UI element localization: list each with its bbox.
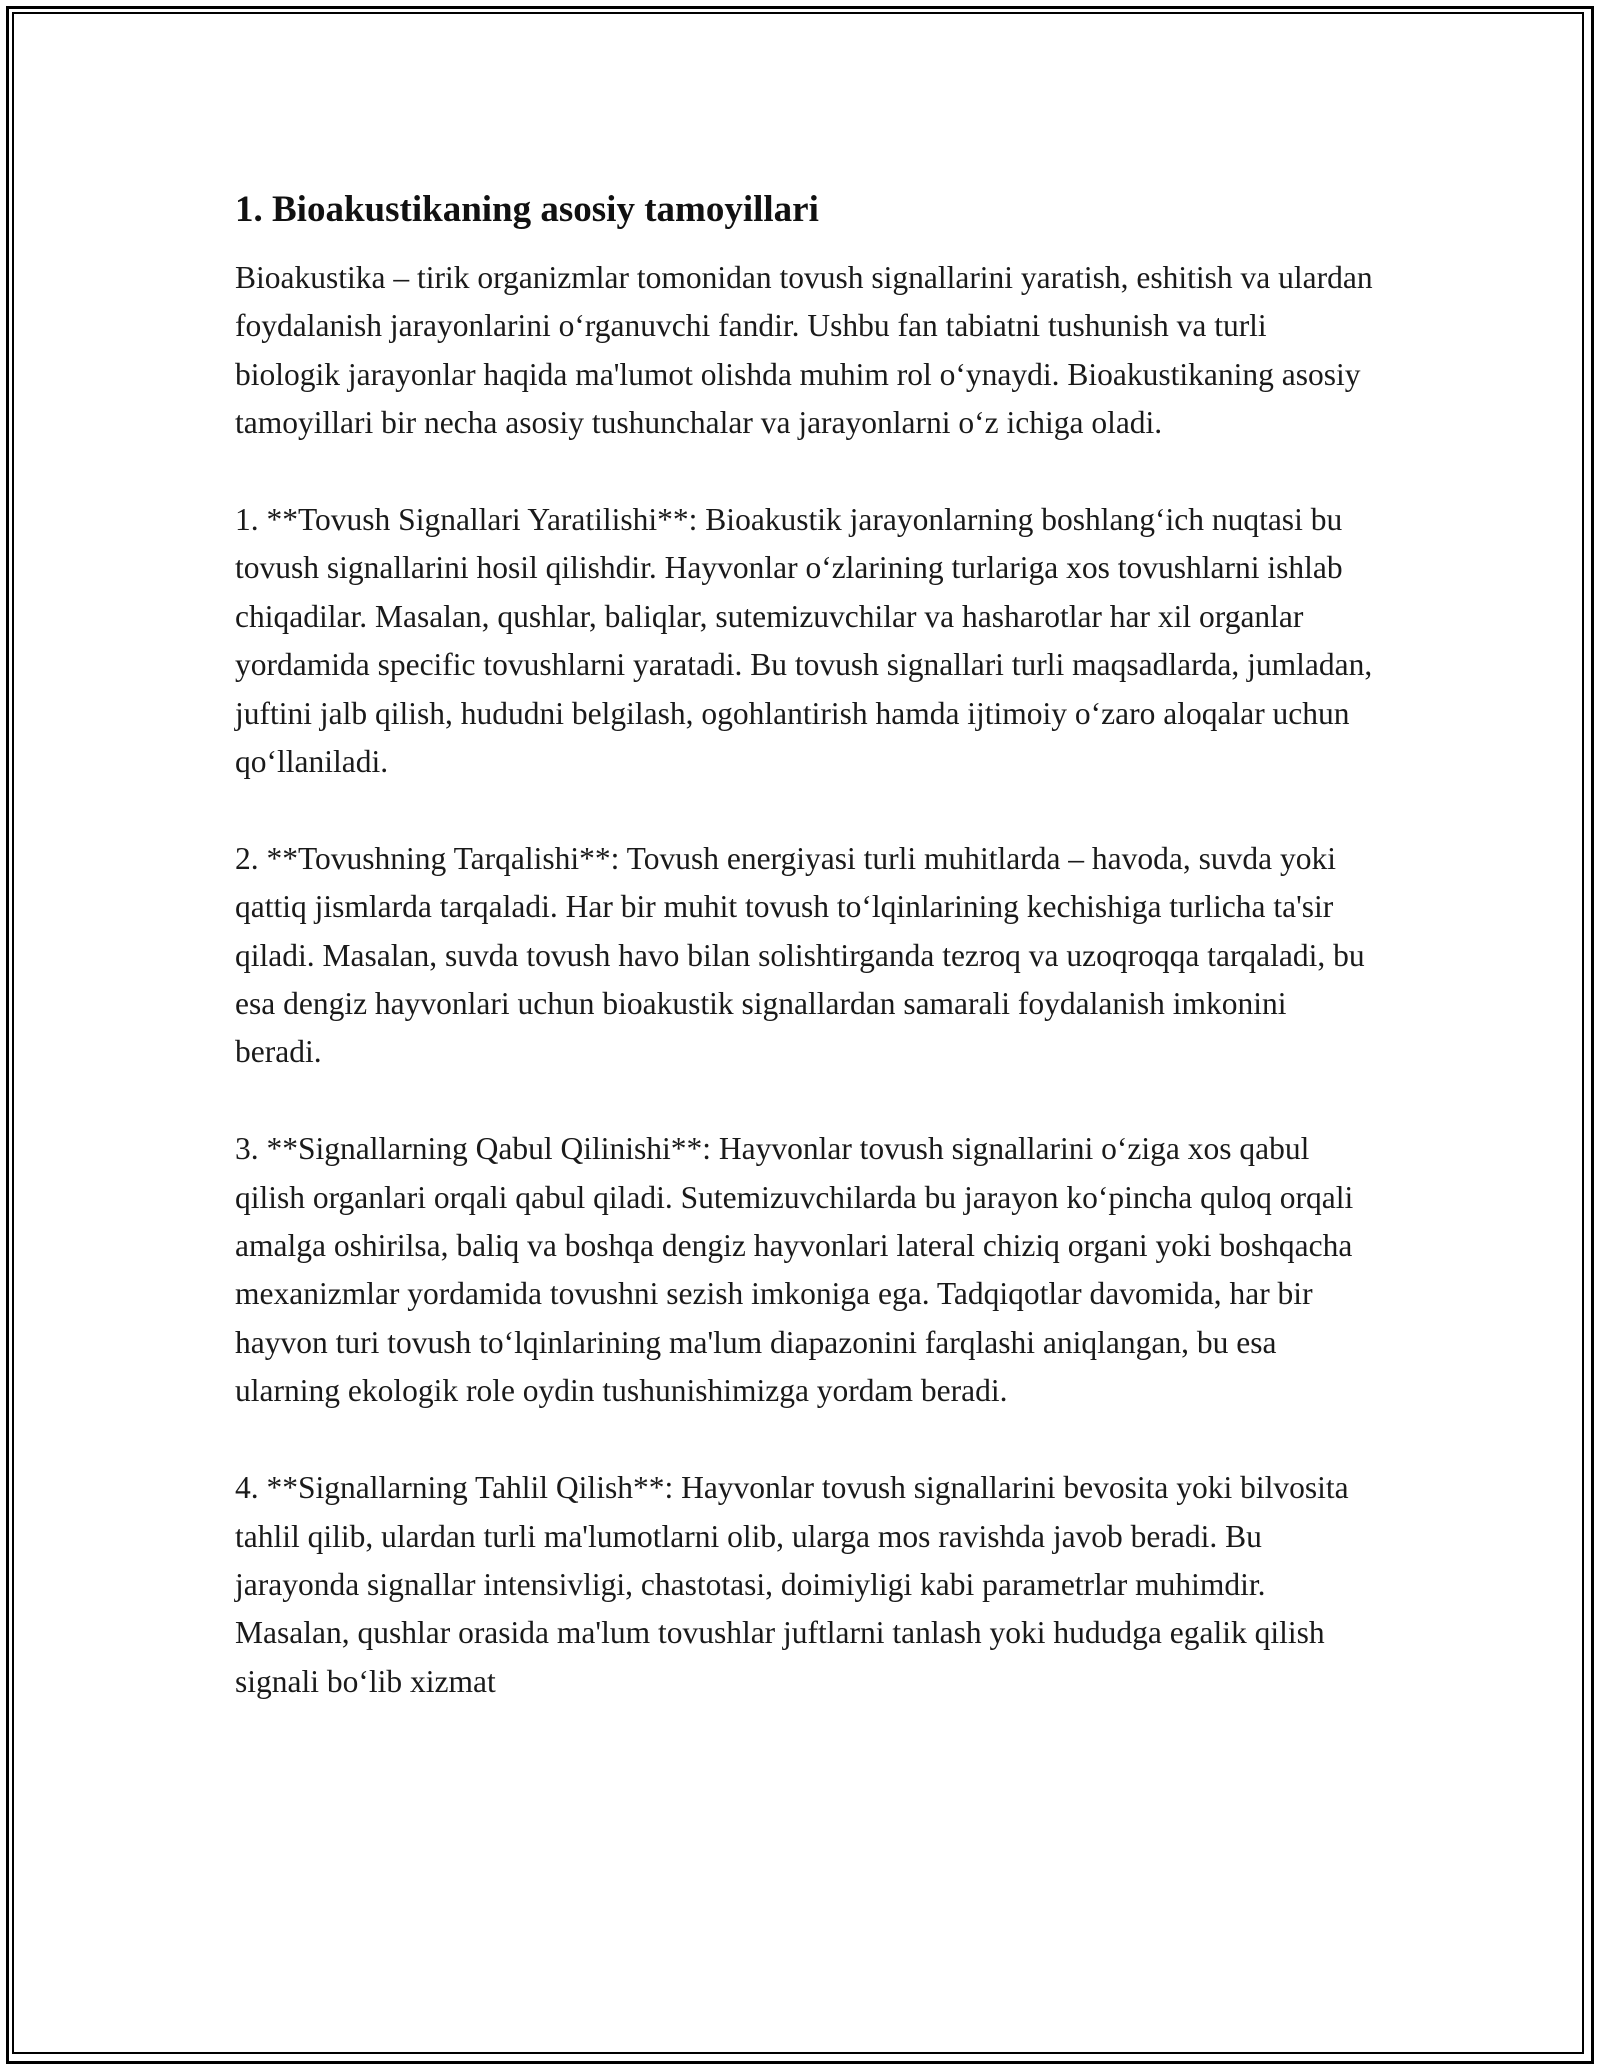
- paragraph-signal-analysis: 4. **Signallarning Tahlil Qilish**: Hayvonlar tovush signallarini bevosita yoki bilvosita tahlil qilib, ulardan turli ma'lumotlarni olib, ularga mos ravishda javob beradi. Bu jarayonda signallar intensivligi, chastotasi, doimiyligi kabi parametrlar muhimdir. Masalan, qushlar orasida ma'lum tovushlar juftlarni tanlash yoki hududga egalik qilish signali boʻlib xizmat: [235, 1470, 1349, 1699]
- document-body: [235, 186, 1375, 1706]
- paragraph-sound-signal-creation: 1. **Tovush Signallari Yaratilishi**: Bioakustik jarayonlarning boshlangʻich nuqtasi bu tovush signallarini hosil qilishdir. Hayvonlar oʻzlarining turlariga xos tovushlarni ishlab chiqadilar. Masalan, qushlar, baliqlar, sutemizuvchilar va hasharotlar har xil organlar yordamida specific tovushlarni yaratadi. Bu tovush signallari turli maqsadlarda, jumladan, juftini jalb qilish, hududni belgilash, ogohlantirish hamda ijtimoiy oʻzaro aloqalar uchun qoʻllaniladi.: [235, 502, 1373, 780]
- paragraph-signal-reception: 3. **Signallarning Qabul Qilinishi**: Hayvonlar tovush signallarini oʻziga xos qabul qilish organlari orqali qabul qiladi. Sutemizuvchilarda bu jarayon koʻpincha quloq orqali amalga oshirilsa, baliq va boshqa dengiz hayvonlari lateral chiziq organi yoki boshqacha mexanizmlar yordamida tovushni sezish imkoniga ega. Tadqiqotlar davomida, har bir hayvon turi tovush toʻlqinlarining ma'lum diapazonini farqlashi aniqlangan, bu esa ularning ekologik role oydin tushunishimizga yordam beradi.: [235, 1131, 1354, 1409]
- paragraph-sound-propagation: 2. **Tovushning Tarqalishi**: Tovush energiyasi turli muhitlarda – havoda, suvda yoki qattiq jismlarda tarqaladi. Har bir muhit tovush toʻlqinlarining kechishiga turlicha ta'sir qiladi. Masalan, suvda tovush havo bilan solishtirganda tezroq va uzoqroqqa tarqaladi, bu esa dengiz hayvonlari uchun bioakustik signallardan samarali foydalanish imkonini beradi.: [235, 840, 1365, 1070]
- section-heading: 1. Bioakustikaning asosiy tamoyillari: [235, 189, 819, 230]
- intro-paragraph: Bioakustika – tirik organizmlar tomonidan tovush signallarini yaratish, eshitish va ulardan foydalanish jarayonlarini oʻrganuvchi fandir. Ushbu fan tabiatni tushunish va turli biologik jarayonlar haqida ma'lumot olishda muhim rol oʻynaydi. Bioakustikaning asosiy tamoyillari bir necha asosiy tushunchalar va jarayonlarni oʻz ichiga oladi.: [235, 260, 1373, 441]
